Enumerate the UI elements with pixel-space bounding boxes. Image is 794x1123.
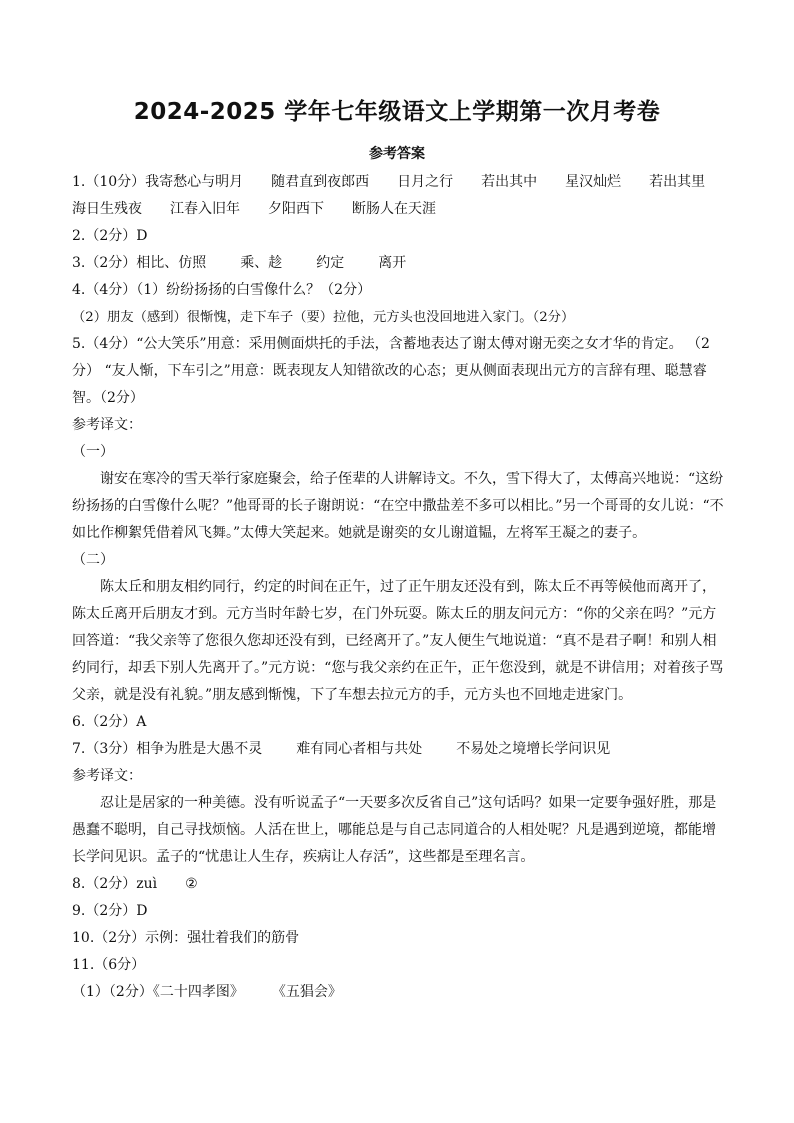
q3-item: 离开 (378, 255, 407, 271)
answer-q4-line2: （2）朋友（感到）很惭愧，走下车子（要）拉他，元方头也没回地进入家门。（2分） (72, 310, 575, 325)
reference-translation-label: 参考译文： (72, 417, 142, 433)
q7-item: 难有同心者相与共处 (296, 741, 423, 757)
q1-item: 断肠人在天涯 (352, 201, 436, 217)
q1-item: 星汉灿烂 (565, 174, 622, 190)
q1-item: 随君直到夜郎西 (271, 174, 370, 190)
answer-q5: 5.（4分）“公大笑乐”用意：采用侧面烘托的手法，含蓄地表达了谢太傅对谢无奕之女才华的肯定。 （2分） “友人惭，下车引之”用意：既表现友人知错欲改的心态；更从侧面表现出元方的言辞有理、聪慧睿智。（2分） (72, 336, 710, 406)
q7-item: 相争为胜是大愚不灵 (136, 741, 263, 757)
q1-item: 若出其里 (649, 174, 706, 190)
q8-label: 8.（2分） (72, 876, 137, 892)
q3-label: 3.（2分） (72, 255, 137, 271)
q7-translation-text: 忍让是居家的一种美德。没有听说孟子“一天要多次反省自己”这句话吗？如果一定要争强好胜，那是愚蠢不聪明，自己寻找烦恼。人活在世上，哪能总是与自己志同道合的人相处呢？凡是遇到逆境，都能增长学问见识。孟子的“忧患让人生存，疾病让人存活”，这些都是至理名言。 (72, 795, 717, 865)
page-subtitle: 参考答案 (369, 146, 425, 162)
answer-q4-line1: 4.（4分）（1）纷纷扬扬的白雪像什么？（2分） (72, 282, 372, 298)
q3-item: 相比、仿照 (136, 255, 207, 271)
q3-item: 乘、趁 (240, 255, 283, 271)
q1-item: 我寄愁心与明月 (145, 174, 244, 190)
answer-q6: 6.（2分）A (72, 714, 147, 730)
q8-choice: ② (185, 876, 198, 892)
q1-item: 江春入旧年 (170, 201, 240, 217)
q3-item: 约定 (316, 255, 345, 271)
q8-pinyin: zuì (136, 876, 158, 892)
q1-item: 日月之行 (397, 174, 454, 190)
q1-item: 夕阳西下 (268, 201, 324, 217)
reference-translation-label: 参考译文： (72, 768, 142, 784)
answer-q2: 2.（2分）D (72, 228, 148, 244)
q11-1-label: （1）（2分） (72, 984, 153, 1000)
translation-part1-text: 谢安在寒冷的雪天举行家庭聚会，给子侄辈的人讲解诗文。不久，雪下得大了，太傅高兴地说：“这纷纷扬扬的白雪像什么呢？”他哥哥的长子谢朗说：“在空中撒盐差不多可以相比。”另一个哥哥的女儿说：“不如比作柳絮凭借着风飞舞。”太傅大笑起来。她就是谢奕的女儿谢道韫，左将军王凝之的妻子。 (72, 471, 724, 541)
q7-item: 不易处之境增长学问识见 (456, 741, 611, 757)
page-title: 2024-2025 学年七年级语文上学期第一次月考卷 (133, 99, 661, 125)
q11-1-item: 《五猖会》 (271, 984, 342, 1000)
answer-q9: 9.（2分）D (72, 903, 148, 919)
q1-item: 若出其中 (481, 174, 538, 190)
answer-q10: 10.（2分）示例：强壮着我们的筋骨 (72, 930, 300, 946)
q7-label: 7.（3分） (72, 741, 137, 757)
answer-body (72, 169, 724, 1006)
answer-q11-part1 (72, 979, 724, 1006)
translation-part1-label: （一） (72, 444, 114, 460)
answer-q1-line1 (72, 169, 724, 196)
answer-q1-line2 (72, 196, 724, 223)
q1-item: 海日生残夜 (72, 201, 142, 217)
q1-label: 1.（10分） (72, 174, 146, 190)
answer-q7 (72, 736, 724, 763)
answer-q3 (72, 250, 724, 277)
translation-part2-text: 陈太丘和朋友相约同行，约定的时间在正午，过了正午朋友还没有到，陈太丘不再等候他而离开了，陈太丘离开后朋友才到。元方当时年龄七岁，在门外玩耍。陈太丘的朋友问元方：“你的父亲在吗？”元方回答道：“我父亲等了您很久您却还没有到，已经离开了。”友人便生气地说道：“真不是君子啊！和别人相约同行，却丢下别人先离开了。”元方说：“您与我父亲约在正午，正午您没到，就是不讲信用；对着孩子骂父亲，就是没有礼貌。”朋友感到惭愧，下了车想去拉元方的手，元方头也不回地走进家门。 (72, 579, 724, 703)
q11-1-item: 《二十四孝图》 (152, 984, 244, 1000)
translation-part2-label: （二） (72, 552, 114, 568)
answer-q8 (72, 871, 724, 898)
answer-q11: 11.（6分） (72, 957, 146, 973)
